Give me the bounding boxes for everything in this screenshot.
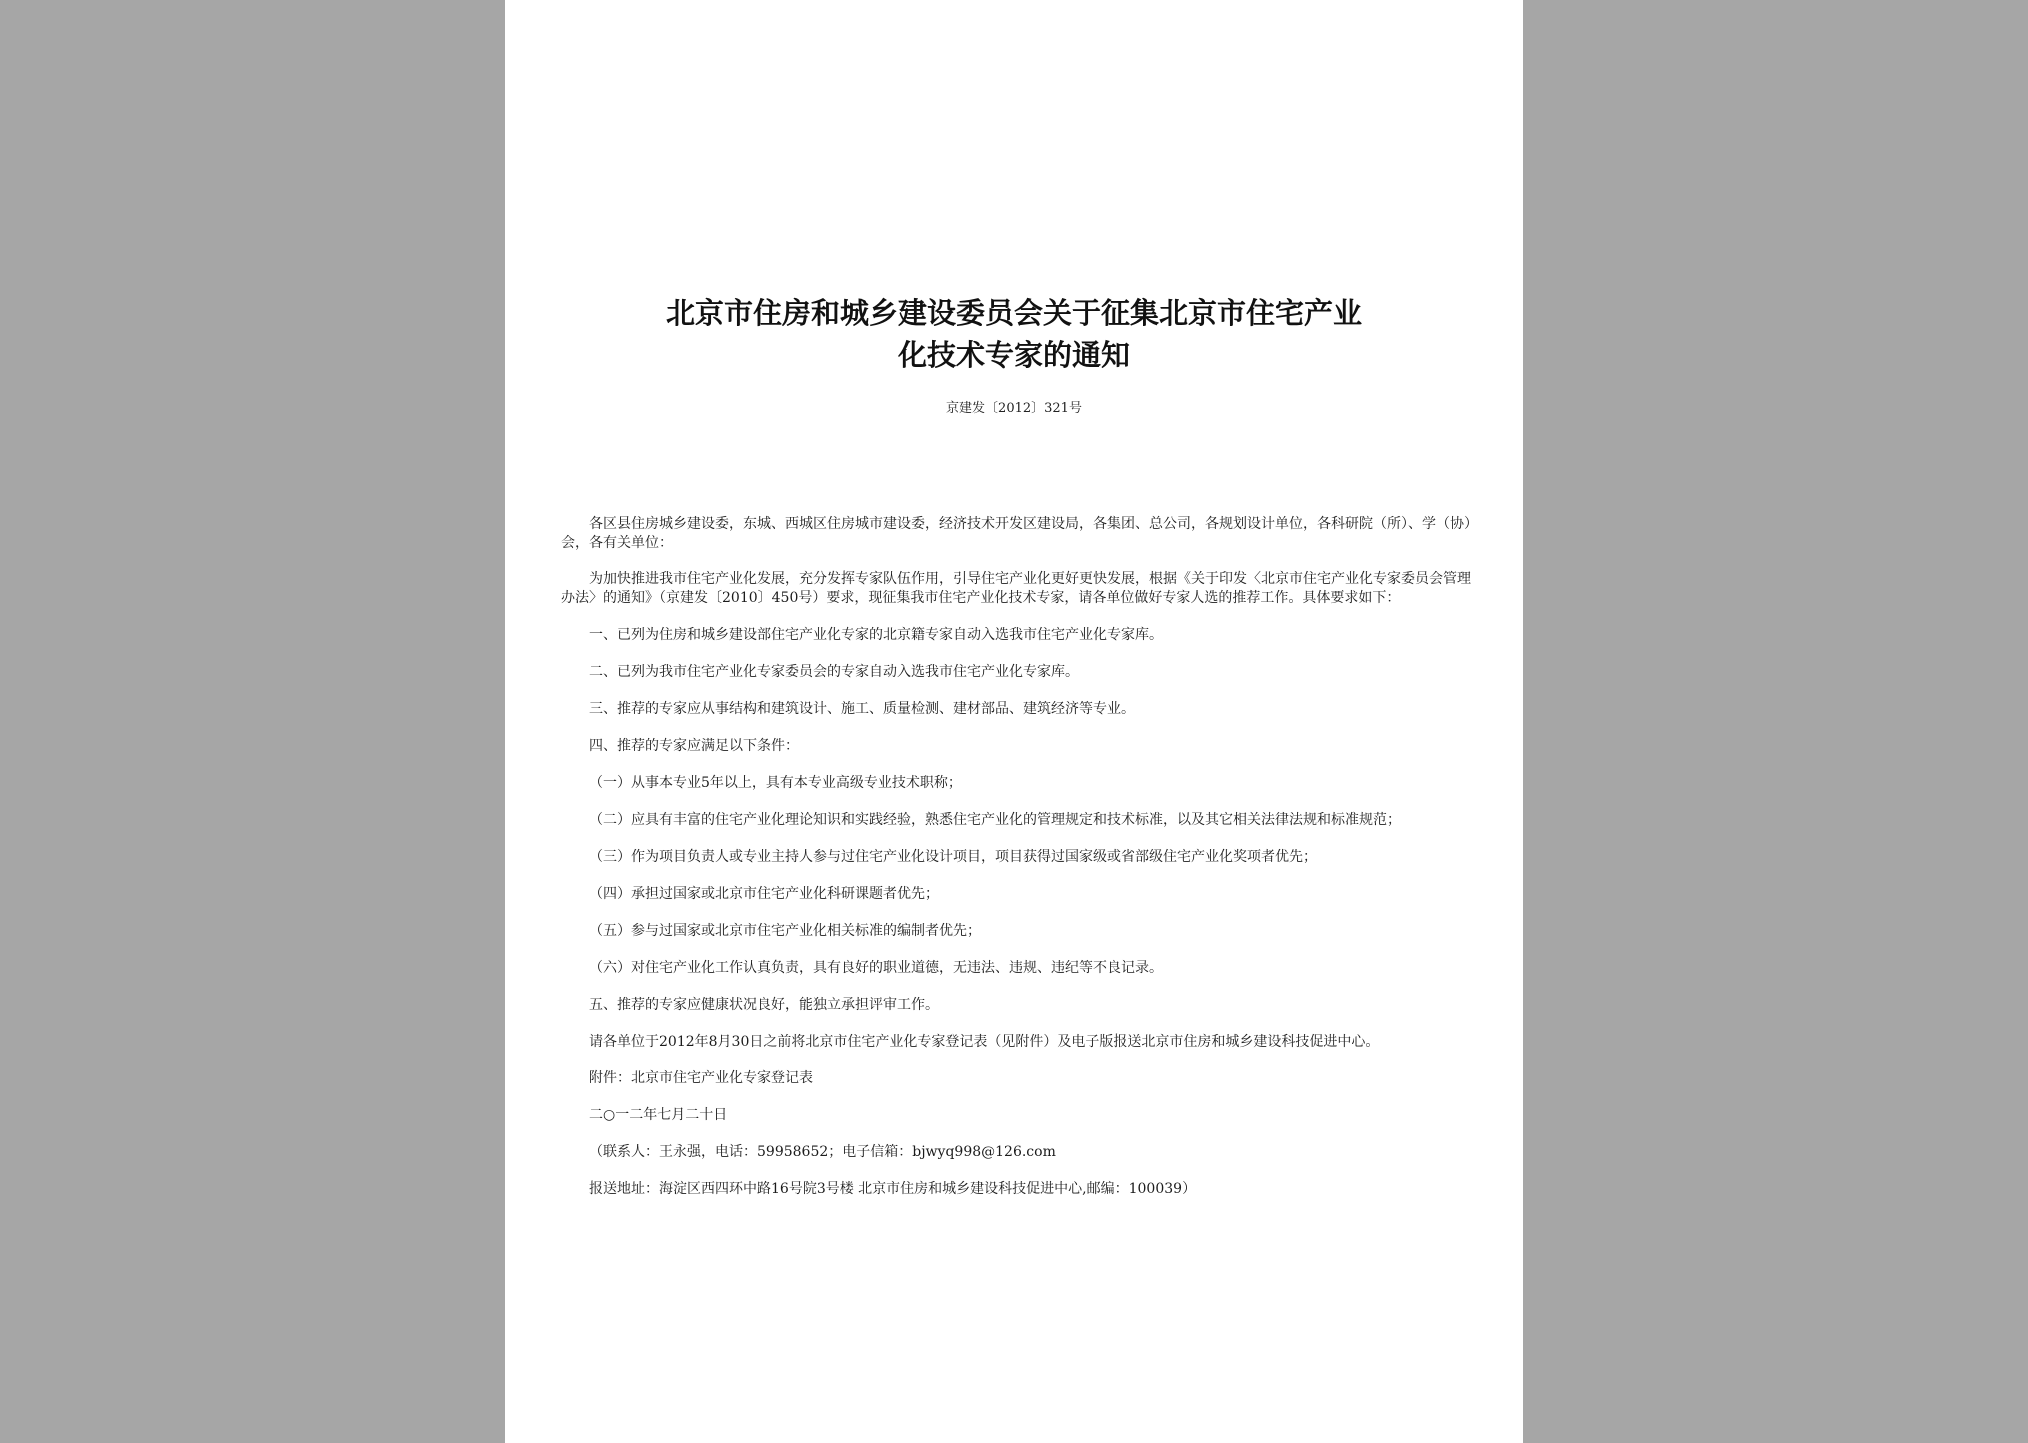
address-line: 报送地址：海淀区西四环中路16号院3号楼 北京市住房和城乡建设科技促进中心,邮编：100039）	[589, 1181, 1197, 1197]
title-line-1: 北京市住房和城乡建设委员会关于征集北京市住宅产业	[665, 296, 1362, 330]
condition-item-1: （一）从事本专业5年以上，具有本专业高级专业技术职称；	[589, 775, 962, 791]
condition-item-6: （六）对住宅产业化工作认真负责，具有良好的职业道德，无违法、违规、违纪等不良记录。	[589, 960, 1163, 976]
document-title	[565, 292, 1463, 376]
requirement-item-2: 二、已列为我市住宅产业化专家委员会的专家自动入选我市住宅产业化专家库。	[589, 664, 1079, 680]
intro-paragraph: 为加快推进我市住宅产业化发展，充分发挥专家队伍作用，引导住宅产业化更好更快发展，根据《关于印发〈北京市住宅产业化专家委员会管理办法〉的通知》（京建发〔2010〕450号）要求，现征集我市住宅产业化技术专家，请各单位做好专家人选的推荐工作。具体要求如下：	[561, 571, 1471, 606]
date-line: 二○一二年七月二十日	[589, 1107, 728, 1123]
addressee-paragraph: 各区县住房城乡建设委，东城、西城区住房城市建设委，经济技术开发区建设局，各集团、总公司，各规划设计单位，各科研院（所）、学（协）会，各有关单位：	[561, 516, 1471, 551]
condition-item-2: （二）应具有丰富的住宅产业化理论知识和实践经验，熟悉住宅产业化的管理规定和技术标准，以及其它相关法律法规和标准规范；	[589, 812, 1401, 828]
attachment-line: 附件：北京市住宅产业化专家登记表	[589, 1070, 813, 1086]
document-body	[561, 515, 1471, 1199]
document-number: 京建发〔2012〕321号	[946, 401, 1082, 416]
requirement-item-1: 一、已列为住房和城乡建设部住宅产业化专家的北京籍专家自动入选我市住宅产业化专家库。	[589, 627, 1163, 643]
requirement-item-5: 五、推荐的专家应健康状况良好，能独立承担评审工作。	[589, 997, 939, 1013]
condition-item-4: （四）承担过国家或北京市住宅产业化科研课题者优先；	[589, 886, 939, 902]
condition-item-5: （五）参与过国家或北京市住宅产业化相关标准的编制者优先；	[589, 923, 981, 939]
condition-item-3: （三）作为项目负责人或专业主持人参与过住宅产业化设计项目，项目获得过国家级或省部级住宅产业化奖项者优先；	[589, 849, 1317, 865]
requirement-item-3: 三、推荐的专家应从事结构和建筑设计、施工、质量检测、建材部品、建筑经济等专业。	[589, 701, 1135, 717]
requirement-item-4: 四、推荐的专家应满足以下条件：	[589, 738, 799, 754]
contact-line: （联系人：王永强，电话：59958652；电子信箱：bjwyq998@126.com	[589, 1144, 1056, 1160]
document-page	[505, 0, 1523, 1443]
title-line-2: 化技术专家的通知	[897, 338, 1130, 372]
submission-paragraph: 请各单位于2012年8月30日之前将北京市住宅产业化专家登记表（见附件）及电子版报送北京市住房和城乡建设科技促进中心。	[589, 1034, 1380, 1050]
